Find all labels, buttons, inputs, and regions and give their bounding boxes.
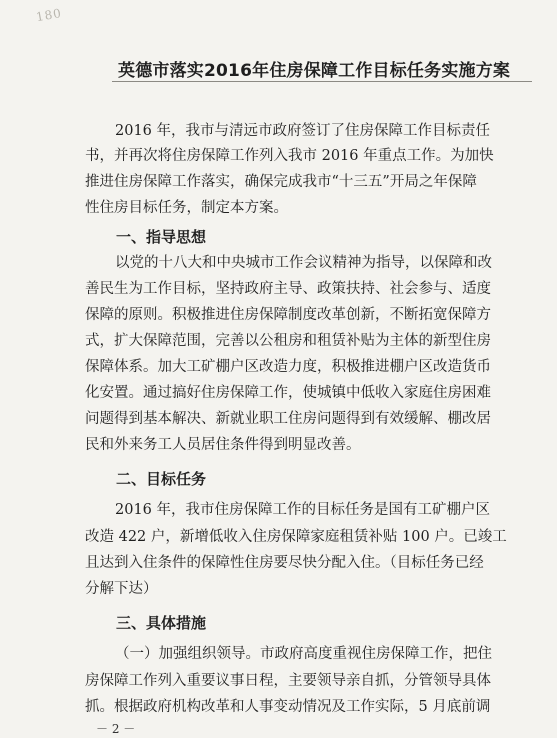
section-heading-targets: 二、目标任务	[116, 470, 207, 488]
intro-line: 书，并再次将住房保障工作列入我市 2016 年重点工作。为加快	[85, 148, 494, 164]
paragraph-line: 保障体系。加大工矿棚户区改造力度，积极推进棚户区改造货币	[85, 359, 491, 375]
paragraph-line: 2016 年，我市住房保障工作的目标任务是国有工矿棚户区	[115, 502, 491, 518]
section-heading-guiding-ideology: 一、指导思想	[116, 228, 207, 246]
paragraph-line: 且达到入住条件的保障性住房要尽快分配入住。（目标任务已经	[85, 555, 484, 571]
intro-line: 性住房目标任务，制定本方案。	[85, 200, 288, 216]
document-title: 英德市落实2016年住房保障工作目标任务实施方案	[118, 61, 511, 81]
paragraph-line: 民和外来务工人员居住条件得到明显改善。	[85, 437, 361, 453]
intro-line: 推进住房保障工作落实，确保完成我市“十三五”开局之年保障	[85, 174, 477, 190]
paragraph-line: 保障的原则。积极推进住房保障制度改革创新，不断拓宽保障方	[85, 307, 491, 323]
section-heading-measures: 三、具体措施	[116, 614, 207, 632]
intro-line: 2016 年，我市与清远市政府签订了住房保障工作目标责任	[115, 123, 491, 139]
paragraph-line: 以党的十八大和中央城市工作会议精神为指导，以保障和改	[115, 255, 492, 271]
paragraph-line: 抓。根据政府机构改革和人事变动情况及工作实际，5 月底前调	[85, 699, 491, 715]
paragraph-line: 化安置。通过搞好住房保障工作，使城镇中低收入家庭住房困难	[85, 385, 491, 401]
paragraph-line: 房保障工作列入重要议事日程，主要领导亲自抓，分管领导具体	[85, 673, 491, 689]
paragraph-line: 分解下达）	[85, 581, 158, 597]
corner-page-mark: 180	[34, 5, 63, 25]
paragraph-line: （一）加强组织领导。市政府高度重视住房保障工作，把住	[115, 646, 492, 662]
paragraph-line: 式，扩大保障范围，完善以公租房和租赁补贴为主体的新型住房	[85, 333, 491, 349]
page-number: － 2 －	[96, 722, 136, 736]
paragraph-line: 问题得到基本解决、新就业职工住房问题得到有效缓解、棚改居	[85, 411, 491, 427]
paragraph-line: 善民生为工作目标，坚持政府主导、政策扶持、社会参与、适度	[85, 281, 491, 297]
title-underline	[112, 81, 532, 82]
paragraph-line: 改造 422 户，新增低收入住房保障家庭租赁补贴 100 户。已竣工	[85, 529, 507, 545]
